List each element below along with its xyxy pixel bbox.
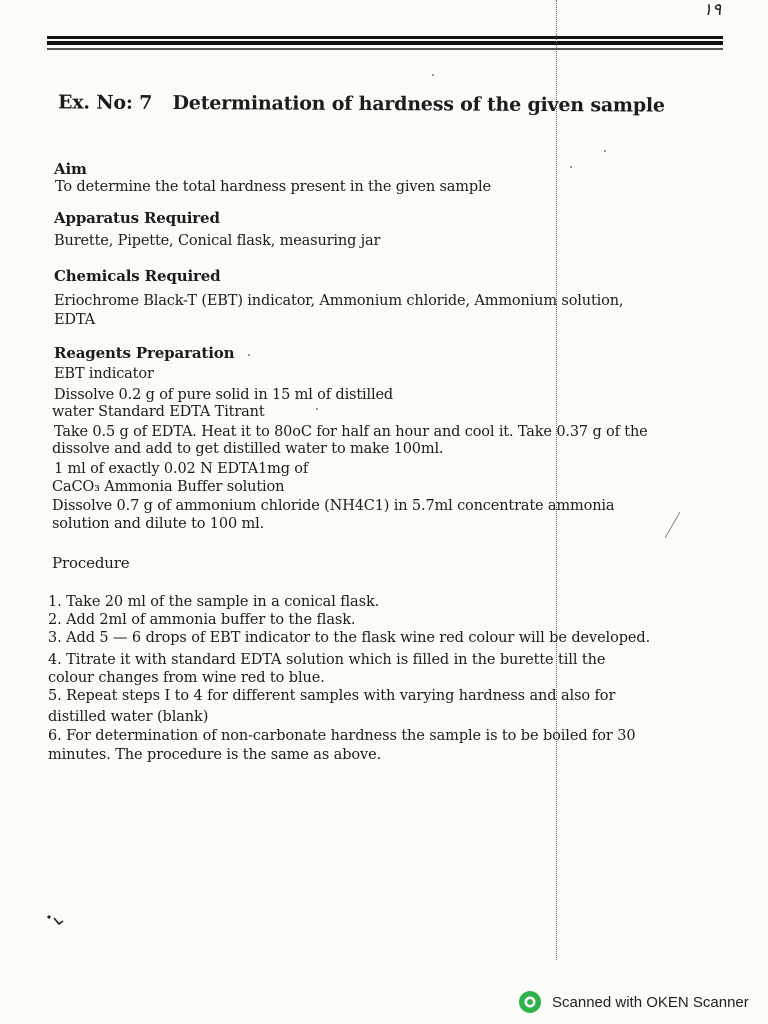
- scan-speck: [248, 354, 250, 356]
- procedure-step: 2. Add 2ml of ammonia buffer to the flask.: [48, 612, 356, 628]
- header-rule-thin: [47, 48, 723, 50]
- scan-speck: [316, 408, 318, 410]
- page-title: [58, 91, 665, 116]
- procedure-label: Procedure: [52, 554, 130, 572]
- reagents-line: Dissolve 0.2 g of pure solid in 15 ml of distilled: [54, 387, 394, 403]
- scan-speck: [604, 150, 606, 152]
- chemicals-line-2: EDTA: [54, 312, 95, 328]
- scan-speck: [432, 74, 434, 76]
- chemicals-line-1: Eriochrome Black-T (EBT) indicator, Ammonium chloride, Ammonium solution,: [54, 293, 624, 309]
- procedure-step: 5. Repeat steps I to 4 for different samples with varying hardness and also for: [48, 688, 616, 704]
- apparatus-text: Burette, Pipette, Conical flask, measuring jar: [54, 233, 381, 249]
- page-number: ۱۹: [703, 0, 722, 19]
- scanner-watermark: [518, 990, 749, 1014]
- exercise-title: Determination of hardness of the given sample: [172, 92, 665, 117]
- procedure-step: minutes. The procedure is the same as above.: [48, 747, 382, 763]
- scan-artifact-mark: [46, 912, 72, 936]
- procedure-step: 1. Take 20 ml of the sample in a conical flask.: [48, 594, 380, 610]
- reagents-line: solution and dilute to 100 ml.: [52, 516, 265, 532]
- apparatus-label: Apparatus Required: [54, 209, 220, 227]
- scan-artifact-stroke: [665, 512, 681, 538]
- reagents-line: water Standard EDTA Titrant: [52, 404, 265, 420]
- reagents-line: EBT indicator: [54, 366, 154, 382]
- procedure-step: colour changes from wine red to blue.: [48, 670, 325, 686]
- oken-scanner-logo-icon: [518, 990, 542, 1014]
- procedure-step: 6. For determination of non-carbonate hardness the sample is to be boiled for 30: [48, 728, 636, 744]
- chemicals-label: Chemicals Required: [54, 267, 221, 285]
- reagents-line: dissolve and add to get distilled water to make 100ml.: [52, 441, 444, 457]
- aim-text: To determine the total hardness present in the given sample: [55, 179, 491, 195]
- scan-speck: [570, 166, 572, 168]
- reagents-line: CaCO₃ Ammonia Buffer solution: [52, 479, 285, 495]
- procedure-step: 3. Add 5 — 6 drops of EBT indicator to the flask wine red colour will be developed.: [48, 630, 651, 646]
- scan-margin-line: [556, 0, 558, 960]
- scanner-text: Scanned with OKEN Scanner: [552, 993, 749, 1011]
- reagents-line: 1 ml of exactly 0.02 N EDTA1mg of: [54, 461, 309, 477]
- aim-label: Aim: [54, 160, 87, 178]
- procedure-step: 4. Titrate it with standard EDTA solution which is filled in the burette till the: [48, 652, 606, 668]
- header-rule: [47, 36, 723, 45]
- exercise-number: Ex. No: 7: [57, 91, 153, 114]
- reagents-line: Dissolve 0.7 g of ammonium chloride (NH4C1) in 5.7ml concentrate ammonia: [52, 498, 615, 514]
- reagents-label: Reagents Preparation: [54, 344, 235, 362]
- reagents-line: Take 0.5 g of EDTA. Heat it to 80oC for half an hour and cool it. Take 0.37 g of the: [54, 424, 648, 440]
- procedure-step: distilled water (blank): [48, 709, 209, 725]
